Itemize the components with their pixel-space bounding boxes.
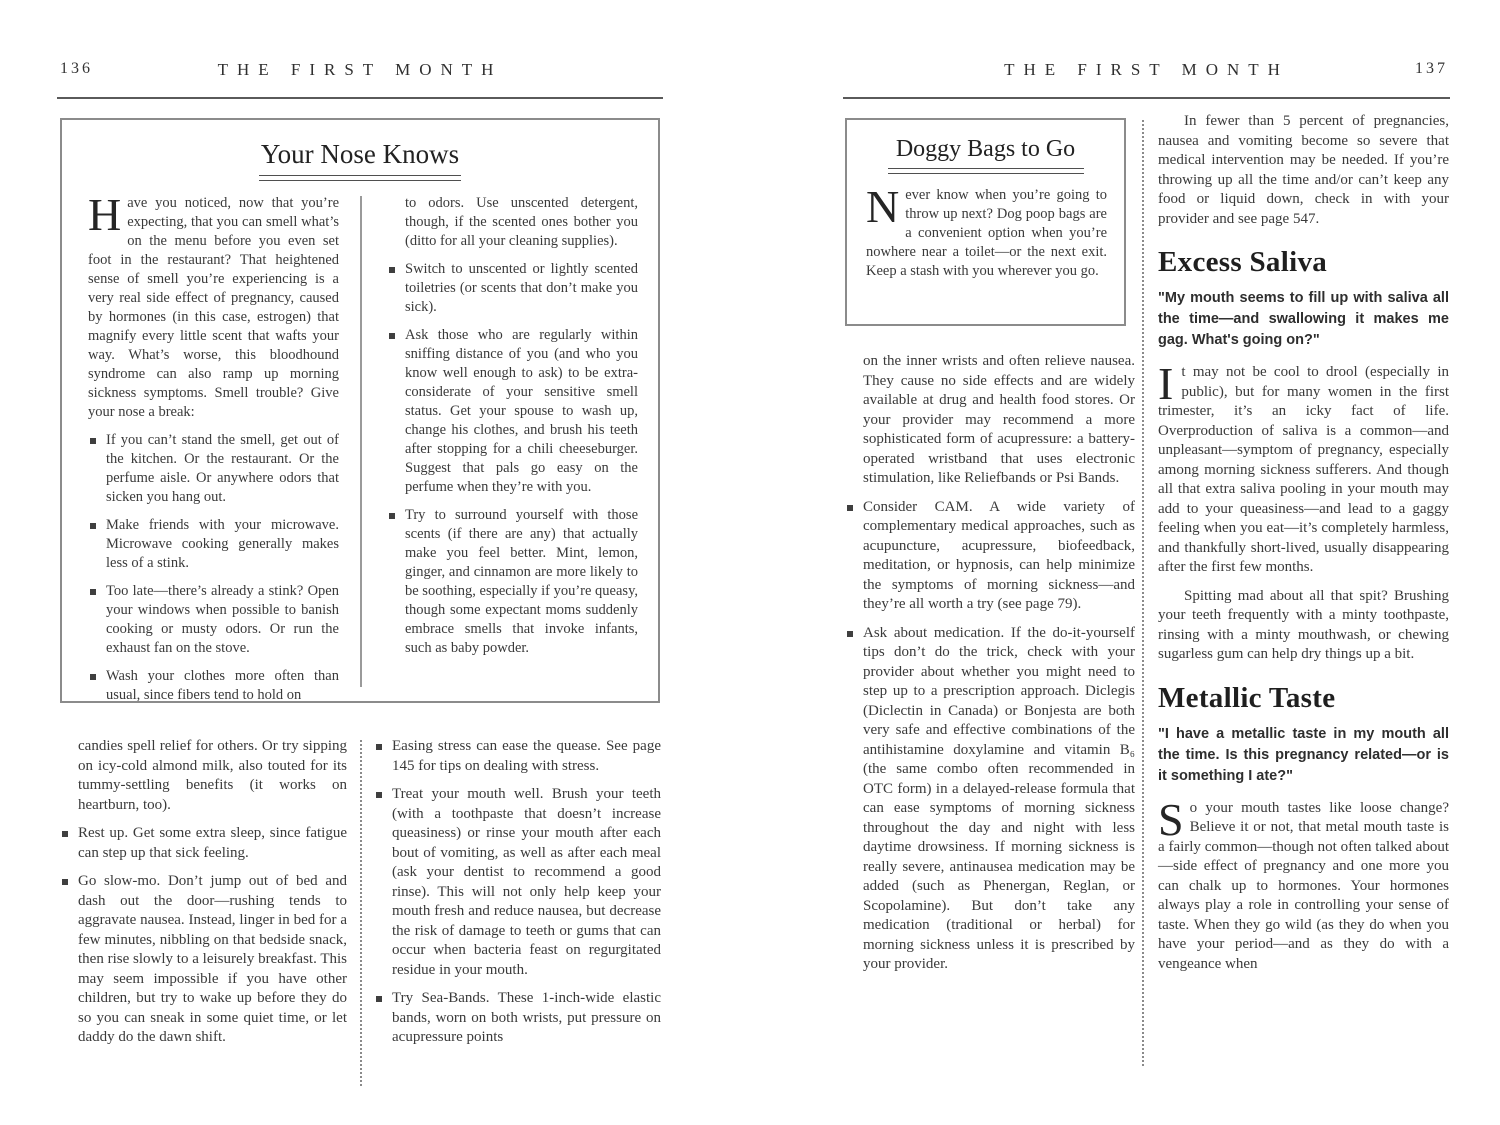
section-heading-excess-saliva: Excess Saliva xyxy=(1158,246,1328,278)
box-intro-paragraph xyxy=(88,189,339,422)
box-intro-text: ave you noticed, now that you’re expecting, that you can smell what’s on the menu before you even set foot in the restaurant? That heightened sense of smell you’re experiencing is a very real side effect of pregnancy, caused by hormones (in this case, estrogen) that magnify every little scent that wafts your way. What’s worse, this bloodhound syndrome can also ramp up morning sickness symptoms. Smell trouble? Give your nose a break: xyxy=(88,195,339,420)
right-page-right-column xyxy=(1158,112,1449,983)
answer-text: t may not be cool to drool (especially in public), but for many women in the first trimester, it’s an icky fact of life. Overproduction of saliva is a common—and unpleasant—symptom of pregnancy, especially among morning sickness sufferers. And though all that extra saliva pooling in your mouth may add to your queasiness—and lead to a gaggy feeling when you eat—it’s completely harmless, and thankfully short-lived, usually disappearing after the first few months. xyxy=(1158,364,1449,575)
drop-cap-s: S xyxy=(1158,793,1184,845)
drop-cap-h: H xyxy=(88,189,122,240)
answer-paragraph xyxy=(1158,793,1449,975)
doggy-text: ever know when you’re going to throw up next? Dog poop bags are a convenient option when you’re nowhere near a toilet—or the next exit. Keep a stash with you wherever you go. xyxy=(866,187,1107,279)
right-page-middle-column xyxy=(845,352,1135,984)
continued-paragraph: candies spell relief for others. Or try sipping on icy-cold almond milk, also touted for its tummy-settling benefits (it works on heartburn, too). xyxy=(78,738,347,813)
continued-paragraph: on the inner wrists and often relieve nausea. They cause no side effects and are widely available at drug and health food stores. Or your provider may recommend a more sophisticated form of acupressure: a battery-operated wristband that uses electronic stimulation, like Reliefbands or Psi Bands. xyxy=(863,353,1135,486)
body-paragraph: In fewer than 5 percent of pregnancies, nausea and vomiting become so severe that medical intervention may be needed. If you’re throwing up all the time and/or can’t keep any food or liquid down, check in with your provider and see page 547. xyxy=(1158,113,1449,227)
bullet-item: Ask those who are regularly within sniffing distance of you (and who you know well enough to ask) to be extra-considerate of your sensitive smell status. Get your spouse to wash up, change his clothes, and brush his teeth after stopping for a chili cheeseburger. Suggest that pals go easy on the perfume when they’re with you. xyxy=(387,326,638,497)
box-column-2 xyxy=(363,194,638,703)
your-nose-knows-box xyxy=(60,118,660,703)
left-page-column-1 xyxy=(60,737,347,1057)
header-rule-left xyxy=(57,97,663,99)
answer-paragraph xyxy=(1158,358,1449,578)
column-divider-dotted-left xyxy=(360,740,362,1086)
box-title-doggy: Doggy Bags to Go xyxy=(895,136,1076,162)
bullet-item: Try to surround yourself with those scents (if there are any) that actually make you feel better. Mint, lemon, ginger, and cinnamon are more likely to be soothing, especially if you’re queasy, though some expectant moms suddenly embrace smells that invoke infants, such as baby powder. xyxy=(387,506,638,658)
answer-text: o your mouth tastes like loose change? Believe it or not, that metal mouth taste is a fairly common—though not often talked about—side effect of pregnancy and one more you can chalk up to hormones. Your hormones always play a role in controlling your sense of taste. When they go wild (as they do when you have your period—and as they do with a vengeance when xyxy=(1158,799,1449,972)
box-column-divider xyxy=(360,196,362,687)
bullet-item: Too late—there’s already a stink? Open your windows when possible to banish cooking or musty odors. Or run the exhaust fan on the stove. xyxy=(88,582,339,658)
left-page-column-2 xyxy=(374,737,661,1057)
bullet-item: Wash your clothes more often than usual, since fibers tend to hold on xyxy=(88,667,339,703)
bullet-item: Consider CAM. A wide variety of complementary medical approaches, such as acupuncture, acupressure, biofeedback, meditation, or hypnosis, can help minimize the symptoms of morning sickness—and they’re all worth a try (see page 79). xyxy=(845,498,1135,615)
bullet-item: Easing stress can ease the quease. See page 145 for tips on dealing with stress. xyxy=(374,737,661,776)
drop-cap-n: N xyxy=(866,181,900,232)
page-number-right: 137 xyxy=(1415,60,1448,77)
running-head-right: THE FIRST MONTH xyxy=(1004,60,1289,79)
bullet-item: Ask about medication. If the do-it-yourself tips don’t do the trick, check with your provider about whether you might need to step up to a prescription approach. Diclegis (Diclectin in Canada) or Bonjesta are both very safe and effective combinations of the antihistamine doxylamine and vitamin B₆ (the same combo often recommended in OTC form) in a delayed-release formula that can ease symptoms of morning sickness throughout the day and night with less daytime drowsiness. If morning sickness is really severe, antinausea medication may be added (such as Phenergan, Reglan, or Scopolamine). But don’t take any medication (traditional or herbal) for morning sickness unless it is prescribed by your provider. xyxy=(845,624,1135,975)
page-number-left: 136 xyxy=(60,60,93,77)
bullet-item: If you can’t stand the smell, get out of the kitchen. Or the restaurant. Or the perfume aisle. Or anywhere odors that sicken you hang out. xyxy=(88,431,339,507)
running-head-left: THE FIRST MONTH xyxy=(217,60,503,79)
section-heading-metallic-taste: Metallic Taste xyxy=(1158,681,1336,714)
bullet-item: Switch to unscented or lightly scented toiletries (or scents that don’t make you sick). xyxy=(387,260,638,317)
reader-question-quote: "I have a metallic taste in my mouth all the time. Is this pregnancy related—or is it something I ate?" xyxy=(1158,725,1449,784)
reader-question-quote: "My mouth seems to fill up with saliva all the time—and swallowing it makes me gag. What's going on?" xyxy=(1158,290,1449,348)
doggy-paragraph xyxy=(866,181,1107,281)
box-column-1 xyxy=(88,189,363,703)
bullet-item: Make friends with your microwave. Microwave cooking generally makes less of a stink. xyxy=(88,516,339,573)
column-divider-dotted-right xyxy=(1142,120,1144,1066)
body-paragraph: Spitting mad about all that spit? Brushing your teeth frequently with a minty toothpaste, rinsing with a minty mouthwash, or chewing sugarless gum can help dry things up a bit. xyxy=(1158,587,1449,662)
bullet-item: Go slow-mo. Don’t jump out of bed and dash out the door—rushing tends to aggravate nausea. Instead, linger in bed for a few minutes, nibbling on that bedside snack, then rise slowly to a leisurely breakfast. This may seem impossible if you have other children, but try to wake up before they do so you can sneak in some quiet time, or let daddy do the dawn shift. xyxy=(60,872,347,1048)
bullet-item: Try Sea-Bands. These 1-inch-wide elastic bands, worn on both wrists, put pressure on acupressure points xyxy=(374,989,661,1048)
doggy-bags-box xyxy=(845,118,1126,326)
drop-cap-i: I xyxy=(1158,358,1174,409)
doggy-box-body xyxy=(847,174,1124,281)
bullet-item: Rest up. Get some extra sleep, since fatigue can step up that sick feeling. xyxy=(60,824,347,863)
continued-paragraph: to odors. Use unscented detergent, though, if the scented ones bother you (ditto for all your cleaning supplies). xyxy=(405,195,638,249)
header-rule-right xyxy=(843,97,1450,99)
bullet-item: Treat your mouth well. Brush your teeth (with a toothpaste that doesn’t increase queasiness) or rinse your mouth after each bout of vomiting, as well as after each meal (ask your dentist to recommend a good rinse). This will not only help keep your mouth fresh and reduce nausea, but decrease the risk of damage to teeth or gums that can occur when bacteria feast on regurgitated residue in your mouth. xyxy=(374,785,661,980)
box-title-nose: Your Nose Knows xyxy=(260,139,460,169)
